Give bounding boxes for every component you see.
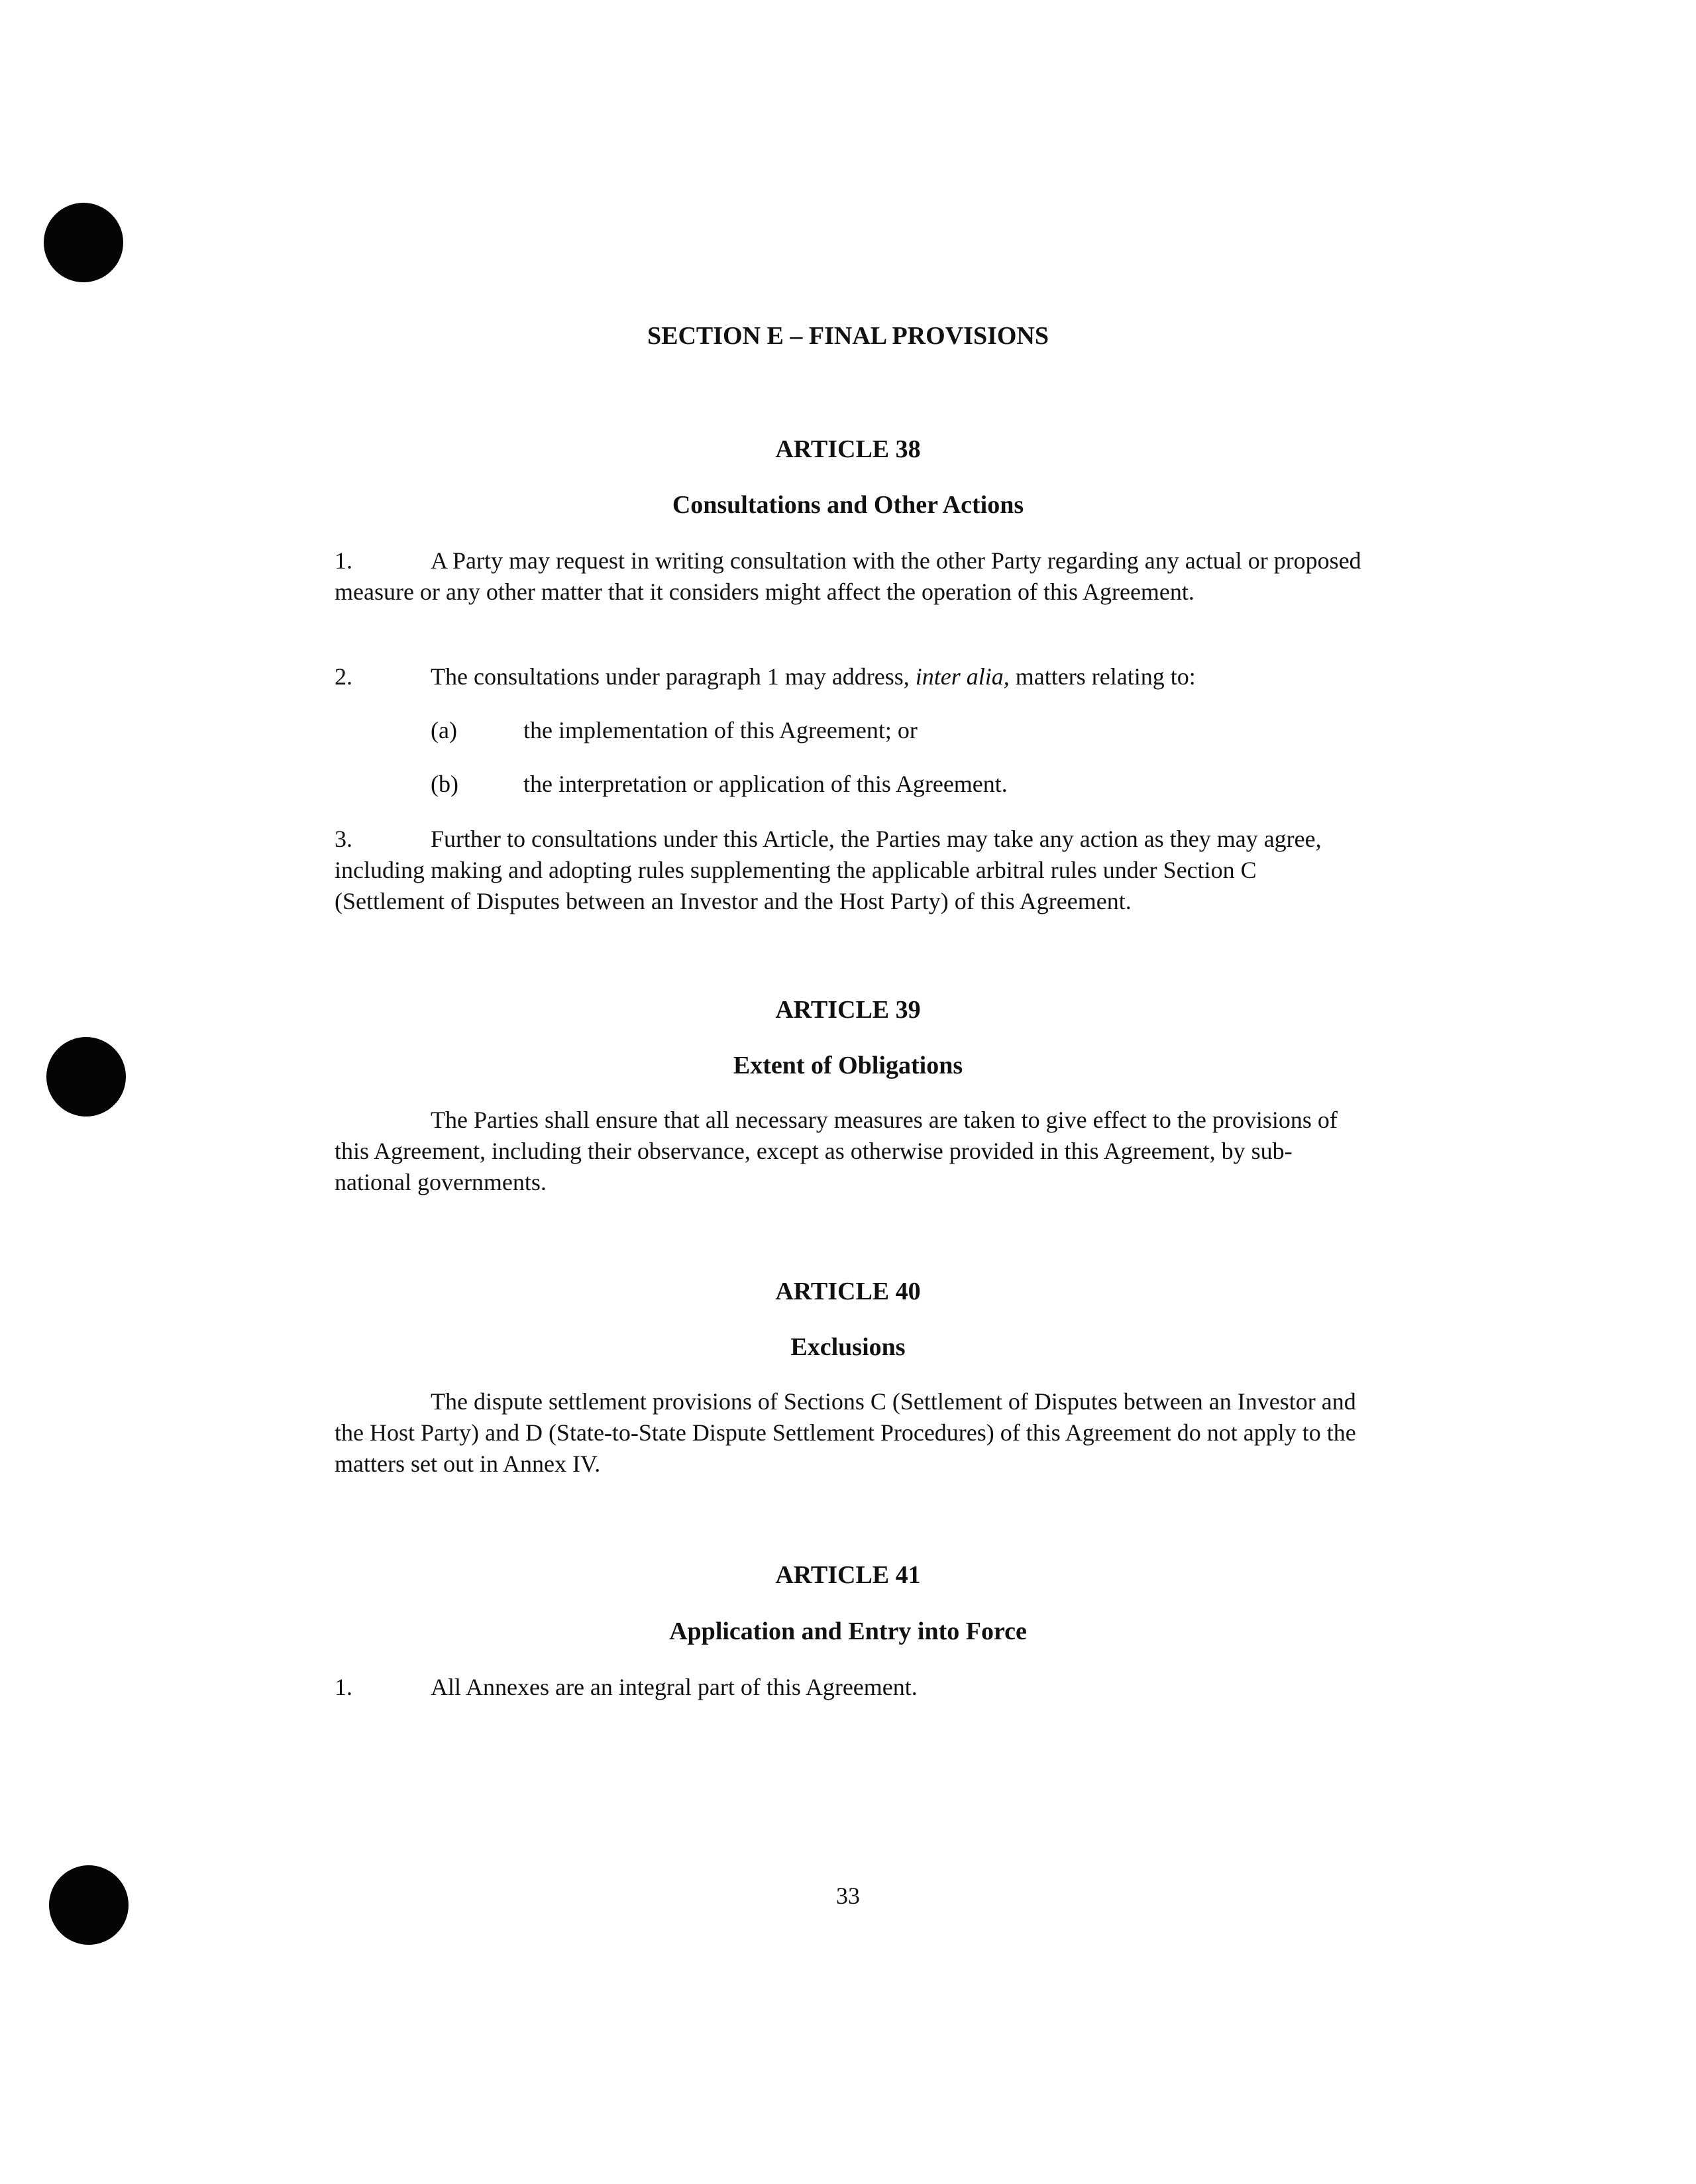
paragraph-text-start: The consultations under paragraph 1 may address, [431,663,916,690]
article-40-title: ARTICLE 40 [775,1278,921,1305]
page-number: 33 [836,1883,860,1909]
article-38-title: ARTICLE 38 [775,435,921,463]
paragraph-text: Further to consultations under this Article, the Parties may take any action as they may agree, including making and adopting rules supplementing the applicable arbitral rules under Section C (Settlement of Disputes between an Investor and the Host Party) of this Agreement. [335,826,1322,914]
punch-hole-top [44,203,123,282]
article-40-text [335,1386,1368,1480]
item-text: the interpretation or application of this Agreement. [523,771,1008,797]
paragraph-text-end: matters relating to: [1009,663,1196,690]
article-39-title: ARTICLE 39 [775,996,921,1024]
item-text: the implementation of this Agreement; or [523,717,918,743]
paragraph-text: A Party may request in writing consultation with the other Party regarding any actual or proposed measure or any other matter that it considers might affect the operation of this Agreement. [335,547,1361,605]
item-label: (b) [431,771,458,797]
article-41-paragraph-1 [335,1672,1368,1703]
paragraph-text: The dispute settlement provisions of Sections C (Settlement of Disputes between an Investor and the Host Party) and D (State-to-State Dispute Settlement Procedures) of this Agreement do not apply to the matters set out in Annex IV. [335,1388,1356,1477]
article-39-subtitle: Extent of Obligations [733,1052,963,1079]
article-38-paragraph-3 [335,824,1368,917]
article-38-subtitle: Consultations and Other Actions [672,491,1024,519]
article-38-item-a [431,715,918,746]
article-39-text [335,1105,1368,1198]
article-40-subtitle: Exclusions [790,1333,906,1361]
article-38-paragraph-2 [335,661,1368,692]
article-41-subtitle: Application and Entry into Force [669,1617,1027,1645]
paragraph-text: All Annexes are an integral part of this Agreement. [431,1674,918,1700]
paragraph-text-italic: inter alia, [915,663,1010,690]
article-38-paragraph-1 [335,545,1368,608]
article-38-item-b [431,769,1008,800]
section-title: SECTION E – FINAL PROVISIONS [647,322,1049,350]
item-label: (a) [431,717,457,743]
paragraph-number: 1. [335,1674,352,1700]
article-41-title: ARTICLE 41 [775,1561,921,1589]
paragraph-number: 3. [335,826,352,852]
paragraph-text: The Parties shall ensure that all necessary measures are taken to give effect to the provisions of this Agreement, including their observance, except as otherwise provided in this Agreement, by sub-national governments. [335,1107,1338,1195]
paragraph-number: 1. [335,547,352,574]
paragraph-number: 2. [335,663,352,690]
